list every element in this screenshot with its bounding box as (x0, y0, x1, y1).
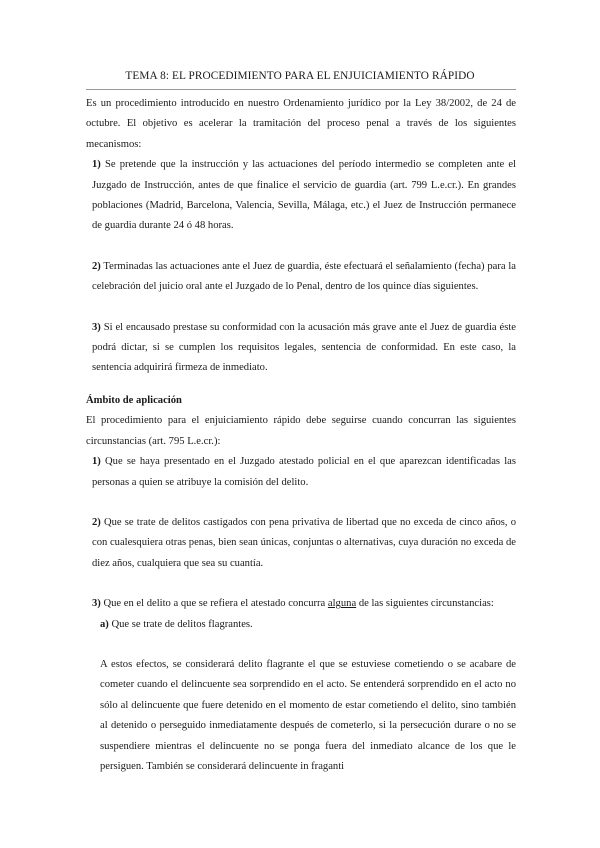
scope-item-3-underlined: alguna (327, 598, 357, 610)
mechanism-1-number: 1) (92, 159, 101, 171)
mechanism-3-text: Si el encausado prestase su conformidad con la acusación más grave ante el Juez de guardia éste podrá dictar, si se cumplen los requisitos legales, sentencia de conformidad. En este caso, la sentencia adquirirá firmeza de inmediato. (92, 321, 516, 374)
scope-item-2 (86, 513, 516, 574)
scope-intro: El procedimiento para el enjuiciamiento rápido debe seguirse cuando concurran las siguientes circunstancias (art. 795 L.e.cr.): (86, 415, 516, 447)
document-title: TEMA 8: EL PROCEDIMIENTO PARA EL ENJUICIAMIENTO RÁPIDO (125, 70, 475, 82)
document-body (86, 94, 516, 777)
scope-item-3 (86, 594, 516, 614)
mechanism-3-number: 3) (92, 321, 101, 333)
mechanism-1 (86, 155, 516, 237)
scope-item-2-text: Que se trate de delitos castigados con pena privativa de libertad que no exceda de cinco años, o con cualesquiera otras penas, bien sean únicas, conjuntas o alternativas, cuya duración no exceda de diez años, cualquiera que sea su cuantía. (92, 516, 516, 569)
scope-item-1-number: 1) (92, 456, 101, 468)
intro-paragraph: Es un procedimiento introducido en nuestro Ordenamiento jurídico por la Ley 38/2002, de 24 de octubre. El objetivo es acelerar la tramitación del proceso penal a través de los siguientes mecanismos: (86, 98, 516, 150)
scope-item-2-number: 2) (92, 516, 101, 528)
scope-item-3-text-after: de las siguientes circunstancias: (358, 598, 494, 610)
scope-item-3-text-before: Que en el delito a que se refiera el atestado concurra (103, 598, 326, 610)
scope-heading: Ámbito de aplicación (86, 394, 182, 406)
sub-item-a-text: Que se trate de delitos flagrantes. (111, 618, 253, 630)
sub-item-a-letter: a) (100, 618, 109, 630)
mechanism-2-number: 2) (92, 260, 101, 272)
mechanism-1-text: Se pretende que la instrucción y las actuaciones del período intermedio se completen ante el Juzgado de Instrucción, antes de que finalice el servicio de guardia (art. 799 L.e.cr.). En grandes poblaciones (Madrid, Barcelona, Valencia, Sevilla, Málaga, etc.) el Juez de Instrucción permanece de guardia durante 24 ó 48 horas. (92, 159, 517, 232)
mechanism-3 (86, 318, 516, 379)
scope-item-3-number: 3) (92, 598, 101, 610)
sub-item-a (86, 615, 516, 635)
scope-item-1 (86, 452, 516, 493)
title-rule (86, 89, 516, 90)
mechanism-2-text: Terminadas las actuaciones ante el Juez de guardia, éste efectuará el señalamiento (fecha) para la celebración del juicio oral ante el Juzgado de lo Penal, dentro de los quince días siguientes. (92, 260, 516, 293)
scope-item-1-text: Que se haya presentado en el Juzgado atestado policial en el que aparezcan identificadas las personas a quien se atribuye la comisión del delito. (92, 456, 516, 488)
flagrant-paragraph: A estos efectos, se considerará delito flagrante el que se estuviese cometiendo o se acabare de cometer cuando el delincuente sea sorprendido en el acto. Se entenderá sorprendido en el acto no sólo al delincuente que fuere detenido en el momento de estar cometiendo el delito, sino también al detenido o perseguido inmediatamente después de cometerlo, si la persecución durare o no se suspendiere mientras el delincuente no se ponga fuera del inmediato alcance de los que le persiguen. También se considerará delincuente in fraganti (100, 658, 516, 772)
mechanism-2 (86, 257, 516, 298)
